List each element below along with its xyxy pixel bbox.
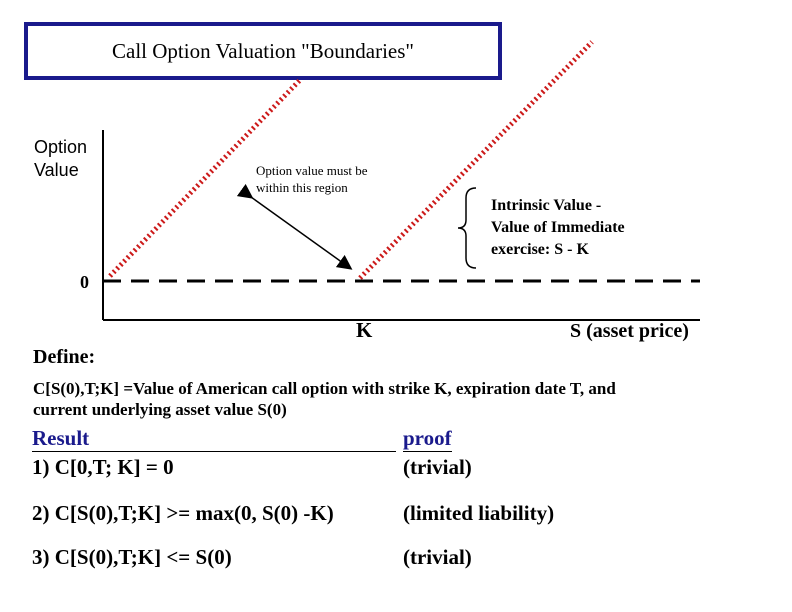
page-title: Call Option Valuation "Boundaries"	[112, 38, 414, 63]
define-line2: current underlying asset value S(0)	[33, 400, 287, 419]
region-note	[256, 162, 368, 196]
y-axis-label-line2: Value	[34, 160, 79, 180]
result-header-wrap	[32, 426, 396, 452]
region-note-line1: Option value must be	[256, 163, 368, 178]
proof-header: proof	[403, 426, 452, 450]
result-header: Result	[32, 426, 396, 452]
intrinsic-note	[491, 195, 625, 261]
y-axis-label-line1: Option	[34, 137, 88, 157]
x-axis-label: S (asset price)	[570, 320, 689, 342]
result-item-1-proof: (trivial)	[403, 455, 472, 479]
intrinsic-line1: Intrinsic Value -	[491, 197, 602, 214]
y-axis-label	[34, 136, 87, 182]
result-item-2: 2) C[S(0),T;K] >= max(0, S(0) -K)	[32, 501, 334, 525]
zero-label: 0	[80, 272, 89, 292]
result-item-3: 3) C[S(0),T;K] <= S(0)	[32, 545, 232, 569]
strike-label: K	[356, 318, 373, 342]
intrinsic-line3: exercise: S - K	[491, 241, 589, 258]
region-note-line2: within this region	[256, 180, 348, 195]
result-item-2-proof: (limited liability)	[403, 501, 555, 525]
result-item-1: 1) C[0,T; K] = 0	[32, 455, 174, 479]
proof-header-wrap	[403, 426, 452, 452]
define-line1: C[S(0),T;K] =Value of American call option with strike K, expiration date T, and	[33, 379, 616, 398]
intrinsic-brace	[458, 188, 476, 268]
result-item-3-proof: (trivial)	[403, 545, 472, 569]
define-heading: Define:	[33, 346, 96, 368]
region-arrow	[251, 197, 350, 268]
intrinsic-line2: Value of Immediate	[491, 219, 625, 236]
define-text	[33, 378, 616, 420]
